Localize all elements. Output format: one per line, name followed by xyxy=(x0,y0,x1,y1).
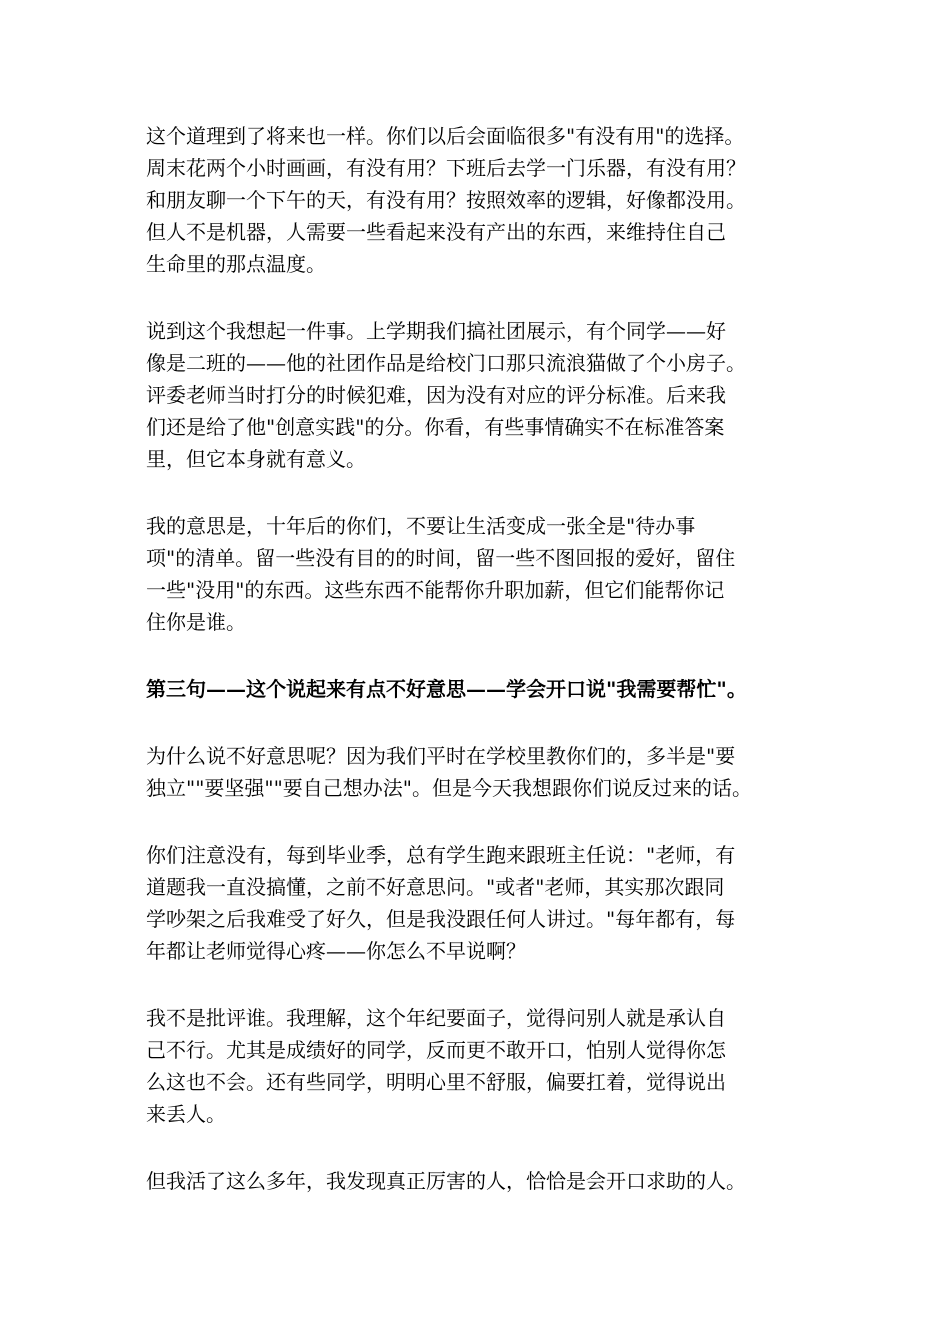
text-line: 但人不是机器，人需要一些看起来没有产出的东西，来维持住自己 xyxy=(146,220,726,244)
text-line: 说到这个我想起一件事。上学期我们搞社团展示，有个同学——好 xyxy=(146,319,726,343)
heading-line: 第三句——这个说起来有点不好意思——学会开口说"我需要帮忙"。 xyxy=(146,677,747,701)
text-line: 但我活了这么多年，我发现真正厉害的人，恰恰是会开口求助的人。 xyxy=(146,1169,746,1193)
text-line: 周末花两个小时画画，有没有用？下班后去学一门乐器，有没有用？ xyxy=(146,156,746,180)
text-line: 们还是给了他"创意实践"的分。你看，有些事情确实不在标准答案 xyxy=(146,415,725,439)
text-line: 来丢人。 xyxy=(146,1102,226,1126)
text-line: 年都让老师觉得心疼——你怎么不早说啊？ xyxy=(146,939,526,963)
text-line: 和朋友聊一个下午的天，有没有用？按照效率的逻辑，好像都没用。 xyxy=(146,188,746,212)
text-line: 项"的清单。留一些没有目的的时间，留一些不图回报的爱好，留住 xyxy=(146,546,736,570)
section-heading xyxy=(146,673,836,705)
text-line: 么这也不会。还有些同学，明明心里不舒服，偏要扛着，觉得说出 xyxy=(146,1070,726,1094)
text-line: 己不行。尤其是成绩好的同学，反而更不敢开口，怕别人觉得你怎 xyxy=(146,1038,726,1062)
document-body xyxy=(146,120,836,1232)
text-line: 我不是批评谁。我理解，这个年纪要面子，觉得问别人就是承认自 xyxy=(146,1006,726,1030)
text-line: 独立""要坚强""要自己想办法"。但是今天我想跟你们说反过来的话。 xyxy=(146,776,752,800)
text-line: 生命里的那点温度。 xyxy=(146,252,326,276)
text-line: 里，但它本身就有意义。 xyxy=(146,447,366,471)
text-line: 道题我一直没搞懂，之前不好意思问。"或者"老师，其实那次跟同 xyxy=(146,875,725,899)
text-line: 为什么说不好意思呢？因为我们平时在学校里教你们的，多半是"要 xyxy=(146,744,736,768)
paragraph-4 xyxy=(146,740,836,804)
text-line: 你们注意没有，每到毕业季，总有学生跑来跟班主任说："老师，有 xyxy=(146,843,736,867)
text-line: 像是二班的——他的社团作品是给校门口那只流浪猫做了个小房子。 xyxy=(146,351,746,375)
text-line: 学吵架之后我难受了好久，但是我没跟任何人讲过。"每年都有，每 xyxy=(146,907,736,931)
paragraph-3 xyxy=(146,510,836,638)
paragraph-2 xyxy=(146,315,836,475)
paragraph-6 xyxy=(146,1002,836,1130)
text-line: 评委老师当时打分的时候犯难，因为没有对应的评分标准。后来我 xyxy=(146,383,726,407)
text-line: 我的意思是，十年后的你们，不要让生活变成一张全是"待办事 xyxy=(146,514,696,538)
text-line: 一些"没用"的东西。这些东西不能帮你升职加薪，但它们能帮你记 xyxy=(146,578,725,602)
paragraph-1 xyxy=(146,120,836,280)
paragraph-5 xyxy=(146,839,836,967)
text-line: 住你是谁。 xyxy=(146,610,246,634)
text-line: 这个道理到了将来也一样。你们以后会面临很多"有没有用"的选择。 xyxy=(146,124,745,148)
paragraph-7 xyxy=(146,1165,836,1197)
